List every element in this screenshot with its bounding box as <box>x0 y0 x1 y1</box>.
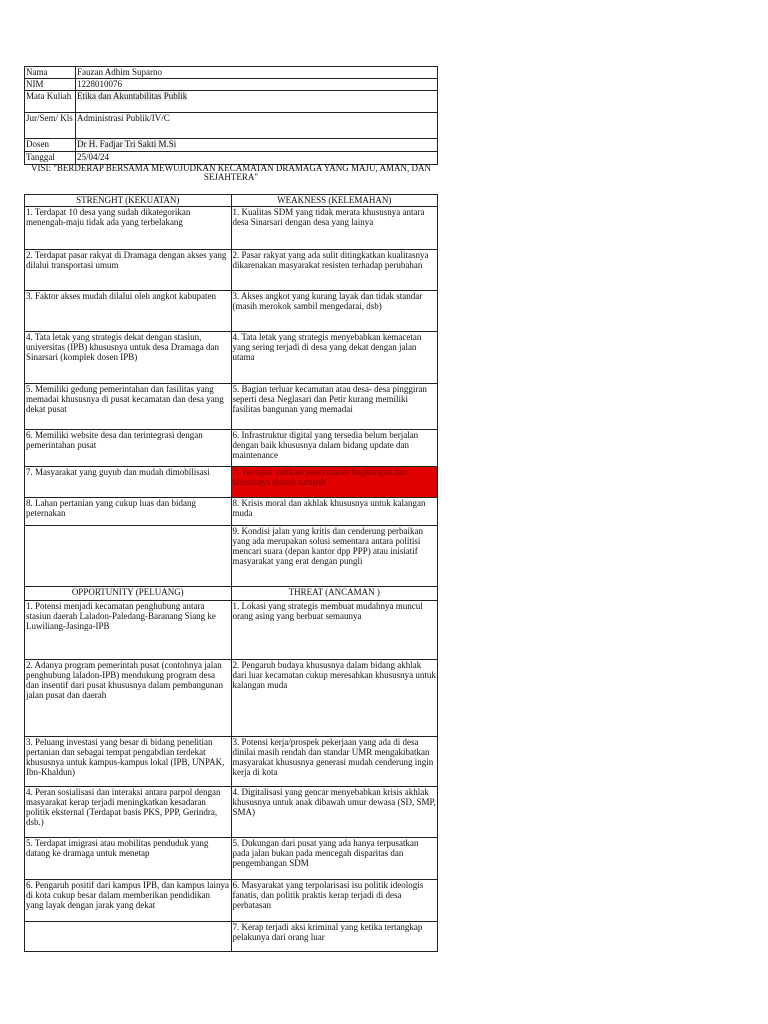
weakness-item: 5. Bagian terluar kecamatan atau desa- desa pinggiran seperti desa Neglasari dan Petir kurang memiliki fasilitas bangunan yang memadai <box>231 384 438 430</box>
strength-item: 8. Lahan pertanian yang cukup luas dan bidang peternakan <box>25 498 232 526</box>
course-name: Etika dan Akuntabilitas Publik <box>77 91 188 101</box>
info-value: 1228010076 <box>76 79 438 91</box>
strength-item: 2. Terdapat pasar rakyat di Dramaga dengan akses yang dilalui transportasi umum <box>25 250 232 291</box>
swot-row <box>25 787 438 838</box>
info-row-nim <box>25 79 438 91</box>
weakness-item-highlighted: 7. Terdapat indikasi pencemaran lingkungan dan khususnya sistem sampah <box>231 467 438 498</box>
info-row-dosen <box>25 139 438 152</box>
strength-item: 6. Memiliki website desa dan terintegrasi dengan pemerintahan pusat <box>25 430 232 467</box>
student-info-table <box>24 66 438 165</box>
info-value: Fauzan Adhim Suparno <box>76 67 438 79</box>
info-label: Nama <box>25 67 76 79</box>
info-row-nama <box>25 67 438 79</box>
lecturer-name: Dr H. Fadjar Tri Sakti M.Si <box>77 139 177 149</box>
strength-item: 1. Terdapat 10 desa yang sudah dikategorikan menengah-maju tidak ada yang terbelakang <box>25 207 232 250</box>
strength-item: 5. Memiliki gedung pemerintahan dan fasilitas yang memadai khususnya di pusat kecamatan dan desa yang dekat pusat <box>25 384 232 430</box>
swot-row <box>25 384 438 430</box>
info-value <box>76 91 438 113</box>
weakness-item: 2. Pasar rakyat yang ada sulit ditingkatkan kualitasnya dikarenakan masyarakat resisten terhadap perubahan <box>231 250 438 291</box>
ot-header-row <box>25 587 438 601</box>
swot-row <box>25 838 438 880</box>
info-value <box>76 139 438 152</box>
weakness-item: 6. Infrastruktur digital yang tersedia belum berjalan dengan baik khususnya dalam bidang update dan maintenance <box>231 430 438 467</box>
swot-row <box>25 250 438 291</box>
weakness-item: 4. Tata letak yang strategis menyebabkan kemacetan yang sering terjadi di desa yang dekat dengan jalan utama <box>231 332 438 384</box>
threat-item: 1. Lokasi yang strategis membuat mudahnya muncul orang asing yang berbuat semaunya <box>231 601 438 660</box>
threat-item: 4. Digitalisasi yang gencar menyebabkan krisis akhlak khususnya untuk anak dibawah umur dewasa (SD, SMP, SMA) <box>231 787 438 838</box>
swot-row <box>25 332 438 384</box>
weakness-header: WEAKNESS (KELEMAHAN) <box>231 195 438 207</box>
threat-header: THREAT (ANCAMAN ) <box>231 587 438 601</box>
weakness-item: 8. Krisis moral dan akhlak khususnya untuk kalangan muda <box>231 498 438 526</box>
strength-item: 7. Masyarakat yang guyub dan mudah dimobilisasi <box>25 467 232 498</box>
opportunity-header: OPPORTUNITY (PELUANG) <box>25 587 232 601</box>
swot-row <box>25 207 438 250</box>
sw-header-row <box>25 195 438 207</box>
weakness-item: 1. Kualitas SDM yang tidak merata khususnya antara desa Sinarsari dengan desa yang lainya <box>231 207 438 250</box>
swot-row <box>25 291 438 332</box>
opportunity-item: 3. Peluang investasi yang besar di bidang penelitian pertanian dan sebagai tempat pengabdian terdekat khususnya untuk kampus-kampus lokal (IPB, UNPAK, Ibn-Khaldun) <box>25 737 232 787</box>
opportunity-item: 1. Potensi menjadi kecamatan penghubung antara stasiun daerah Laladon-Paledang-Baranang Siang ke Luwiliang-Jasinga-IPB <box>25 601 232 660</box>
threat-item: 6. Masyarakat yang terpolarisasi isu politik ideologis fanatis, dan politik praktis kerap terjadi di desa perbatasan <box>231 880 438 922</box>
threat-item: 7. Kerap terjadi aksi kriminal yang ketika tertangkap pelakunya dari orang luar <box>231 922 438 952</box>
opportunity-item: 4. Peran sosialisasi dan interaksi antara parpol dengan masyarakat kerap terjadi meningkatkan kesadaran politik eksternal (Terdapat basis PKS, PPP, Gerindra, dsb.) <box>25 787 232 838</box>
info-label: Mata Kuliah <box>25 91 76 113</box>
swot-table <box>24 194 438 952</box>
swot-row <box>25 526 438 587</box>
swot-row <box>25 737 438 787</box>
swot-row <box>25 880 438 922</box>
opportunity-item-empty <box>25 922 232 952</box>
swot-row <box>25 601 438 660</box>
swot-row <box>25 467 438 498</box>
info-value: 25/04/24 <box>76 152 438 165</box>
swot-row <box>25 660 438 737</box>
threat-item: 5. Dukungan dari pusat yang ada hanya terpusatkan pada jalan bukan pada mencegah disparitas dan pengembangan SDM <box>231 838 438 880</box>
opportunity-item: 2. Adanya program pemerintah pusat (contohnya jalan penghubung laladon-IPB) mendukung program desa dan insentif dari pusat khususnya dalam pembangunan jalan pusat dan daerah <box>25 660 232 737</box>
swot-row <box>25 922 438 952</box>
info-label: Tanggal <box>25 152 76 165</box>
info-value: Administrasi Publik/IV/C <box>76 113 438 139</box>
info-label: Jur/Sem/ Kls <box>25 113 76 139</box>
weakness-item: 9. Kondisi jalan yang kritis dan cenderung perbaikan yang ada merupakan solusi sementara antara politisi mencari suara (depan kantor dpp PPP) atau inisiatif masyarakat yang erat dengan pungli <box>231 526 438 587</box>
swot-row <box>25 430 438 467</box>
opportunity-item: 6. Pengaruh positif dari kampus IPB, dan kampus lainya di kota cukup besar dalam memberikan pendidikan yang layak dengan jarak yang dekat <box>25 880 232 922</box>
weakness-item: 3. Akses angkot yang kurang layak dan tidak standar (masih merokok sambil mengedarai, dsb) <box>231 291 438 332</box>
info-row-mata-kuliah <box>25 91 438 113</box>
threat-item: 2. Pengaruh budaya khususnya dalam bidang akhlak dari luar kecamatan cukup meresahkan khususnya untuk kalangan muda <box>231 660 438 737</box>
strength-header: STRENGHT (KEKUATAN) <box>25 195 232 207</box>
swot-row <box>25 498 438 526</box>
strength-item: 4. Tata letak yang strategis dekat dengan stasiun, universitas (IPB) khususnya untuk desa Dramaga dan Sinarsari (komplek dosen IPB) <box>25 332 232 384</box>
info-label: NIM <box>25 79 76 91</box>
vision-statement: VISI: "BERDERAP BERSAMA MEWUJUDKAN KECAMATAN DRAMAGA YANG MAJU, AMAN, DAN SEJAHTERA" <box>30 163 432 182</box>
strength-item-empty <box>25 526 232 587</box>
info-label: Dosen <box>25 139 76 152</box>
opportunity-item: 5. Terdapat imigrasi atau mobilitas penduduk yang datang ke dramaga untuk menetap <box>25 838 232 880</box>
info-row-jurusan <box>25 113 438 139</box>
strength-item: 3. Faktor akses mudah dilalui oleh angkot kabupaten <box>25 291 232 332</box>
threat-item: 3. Potensi kerja/prospek pekerjaan yang ada di desa dinilai masih rendah dan standar UMR mengakibatkan masyarakat khususnya generasi mudah cenderung ingin kerja di kota <box>231 737 438 787</box>
